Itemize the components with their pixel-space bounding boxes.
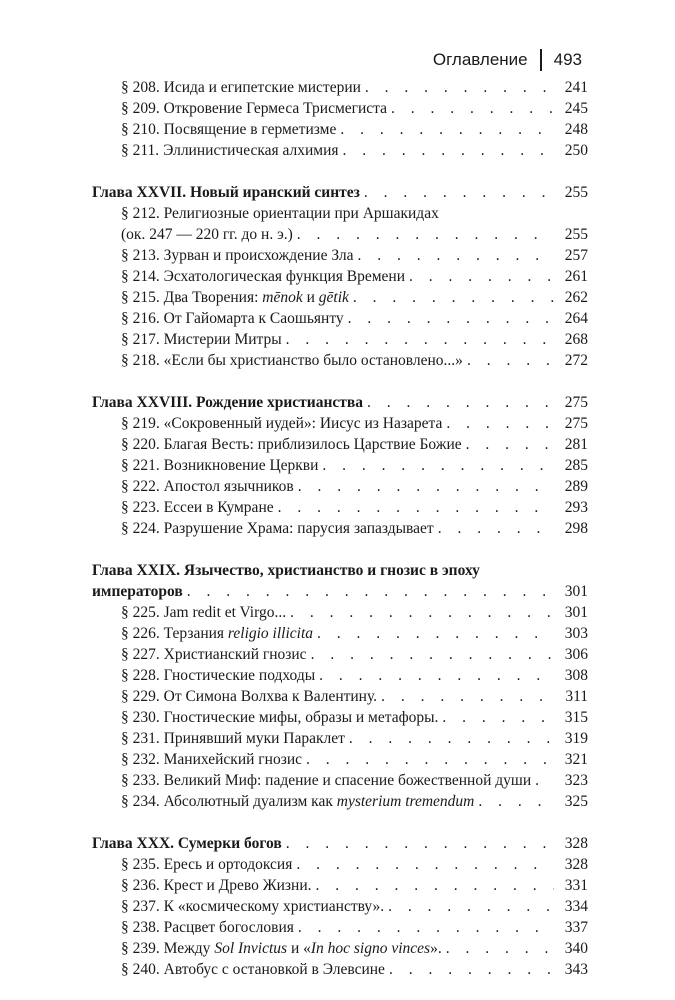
section-title [121, 623, 317, 644]
entry-text: Абсолютный дуализм как [163, 793, 337, 810]
section-title [121, 476, 298, 497]
chapter-title [92, 182, 364, 203]
section-title [121, 602, 290, 623]
section-entry [92, 749, 588, 770]
section-entry [92, 245, 588, 266]
section-entry [92, 518, 588, 539]
entry-text: Посвящение в герметизме [163, 121, 337, 138]
section-number: § 224. [121, 520, 160, 537]
dot-leader [298, 476, 554, 497]
section-title [121, 140, 343, 161]
section-number: § 216. [121, 310, 160, 327]
section-entry [92, 140, 588, 161]
page-number: 319 [564, 730, 588, 747]
section-entry [92, 224, 588, 245]
page-number: 334 [564, 898, 588, 915]
chapter-entry [92, 581, 588, 602]
chapter-entry [92, 833, 588, 854]
entry-text: Великий Миф: падение и спасение божественной души [163, 772, 532, 789]
section-entry [92, 728, 588, 749]
section-title [121, 728, 349, 749]
section-entry [92, 938, 588, 959]
page-number: 315 [564, 709, 588, 726]
entry-text: Исида и египетские мистерии [163, 79, 361, 96]
section-entry [92, 98, 588, 119]
page-number: 275 [564, 394, 588, 411]
section-number: § 217. [121, 331, 160, 348]
page-number: 255 [564, 226, 588, 243]
page-number: 281 [564, 436, 588, 453]
page-number: 261 [564, 268, 588, 285]
dot-leader [290, 602, 554, 623]
section-number: § 215. [121, 289, 160, 306]
section-number: § 211. [121, 142, 160, 159]
chapter-title [92, 581, 187, 602]
dot-leader [306, 749, 554, 770]
dot-leader [367, 392, 554, 413]
section-number: § 231. [121, 730, 160, 747]
entry-text: (ок. 247 — 220 гг. до н. э.) [121, 226, 293, 243]
dot-leader [364, 182, 554, 203]
chapter-entry [92, 392, 588, 413]
page-number: 241 [564, 79, 588, 96]
dot-leader [353, 287, 554, 308]
dot-leader [317, 623, 554, 644]
chapter-title [92, 560, 484, 581]
entry-text: Мистерии Митры [163, 331, 282, 348]
section-title [121, 959, 389, 980]
section-title [121, 665, 319, 686]
header-separator [540, 49, 542, 71]
page-number: 343 [564, 961, 588, 978]
section-number: § 230. [121, 709, 160, 726]
section-number: § 239. [121, 940, 160, 957]
entry-text: Терзания [163, 625, 228, 642]
section-number: § 240. [121, 961, 160, 978]
section-title [121, 329, 286, 350]
dot-leader [296, 854, 554, 875]
section-entry [92, 497, 588, 518]
dot-leader [409, 266, 554, 287]
entry-text: Принявший муки Параклет [163, 730, 345, 747]
section-entry [92, 644, 588, 665]
section-number: § 222. [121, 478, 160, 495]
entry-text: и « [287, 940, 311, 957]
entry-text: императоров [92, 583, 183, 600]
entry-italic-text: gētik [318, 289, 349, 306]
section-number: § 228. [121, 667, 160, 684]
section-number: § 235. [121, 856, 160, 873]
dot-leader [343, 140, 554, 161]
dot-leader [340, 119, 554, 140]
section-title [121, 455, 322, 476]
section-entry [92, 329, 588, 350]
page-number: 275 [564, 415, 588, 432]
entry-text: и [302, 289, 319, 306]
section-entry [92, 854, 588, 875]
page-number: 245 [564, 100, 588, 117]
entry-text: ». [430, 940, 442, 957]
dot-leader [389, 959, 554, 980]
section-title [121, 350, 467, 371]
entry-text: Благая Весть: приблизилось Царствие Божие [163, 436, 462, 453]
page-number: 262 [564, 289, 588, 306]
section-title [121, 119, 340, 140]
dot-leader [467, 350, 554, 371]
section-number: § 210. [121, 121, 160, 138]
dot-leader [187, 581, 554, 602]
page-number: 293 [564, 499, 588, 516]
page-number: 328 [564, 835, 588, 852]
dot-leader [446, 938, 554, 959]
section-title [121, 266, 409, 287]
section-title [121, 245, 358, 266]
section-entry [92, 896, 588, 917]
entry-text: Гностические мифы, образы и метафоры. [163, 709, 439, 726]
section-number: § 214. [121, 268, 160, 285]
page-number: 337 [564, 919, 588, 936]
entry-text: Зурван и происхождение Зла [163, 247, 354, 264]
section-entry [92, 266, 588, 287]
section-entry [92, 308, 588, 329]
section-number: § 212. [121, 205, 160, 222]
section-title [121, 644, 311, 665]
section-title [121, 917, 298, 938]
chapter-title [92, 392, 367, 413]
dot-leader [391, 98, 554, 119]
entry-text: Глава XXX. Сумерки богов [92, 835, 282, 852]
section-number: § 225. [121, 604, 160, 621]
dot-leader [438, 518, 554, 539]
dot-leader [388, 896, 554, 917]
page-number: 311 [565, 688, 588, 705]
entry-text: Эсхатологическая функция Времени [163, 268, 406, 285]
entry-text: Автобус с остановкой в Элевсине [163, 961, 385, 978]
section-number: § 221. [121, 457, 160, 474]
section-title [121, 686, 381, 707]
section-entry [92, 917, 588, 938]
section-number: § 223. [121, 499, 160, 516]
entry-text: Эллинистическая алхимия [163, 142, 339, 159]
entry-text: К «космическому христианству». [163, 898, 385, 915]
dot-leader [535, 770, 554, 791]
page-number: 248 [564, 121, 588, 138]
dot-leader [348, 308, 554, 329]
section-title [121, 308, 348, 329]
dot-leader [297, 224, 554, 245]
section-title [121, 770, 535, 791]
entry-text: Крест и Древо Жизни. [163, 877, 312, 894]
dot-leader [278, 497, 554, 518]
section-entry [92, 623, 588, 644]
section-number: § 227. [121, 646, 160, 663]
section-number: § 236. [121, 877, 160, 894]
entry-text: Манихейский гнозис [163, 751, 302, 768]
section-gap [92, 812, 588, 833]
section-number: § 229. [121, 688, 160, 705]
entry-italic-text: mysterium tremendum [336, 793, 475, 810]
entry-italic-text: mēnok [262, 289, 303, 306]
entry-text: Возникновение Церкви [163, 457, 319, 474]
page-number: 323 [564, 772, 588, 789]
dot-leader [381, 686, 554, 707]
entry-text: Расцвет богословия [163, 919, 294, 936]
section-number: § 233. [121, 772, 160, 789]
page-number: 285 [564, 457, 588, 474]
entry-text: Глава XXVIII. Рождение христианства [92, 394, 364, 411]
entry-text: «Если бы христианство было остановлено...» [163, 352, 463, 369]
dot-leader [311, 644, 554, 665]
section-title [121, 518, 438, 539]
dot-leader [478, 791, 554, 812]
section-number: § 213. [121, 247, 160, 264]
entry-text: Ересь и ортодоксия [163, 856, 293, 873]
section-entry [92, 791, 588, 812]
chapter-entry [92, 182, 588, 203]
page-number: 325 [564, 793, 588, 810]
dot-leader [358, 245, 554, 266]
entry-text: Гностические подходы [163, 667, 316, 684]
dot-leader [466, 434, 554, 455]
section-entry [92, 686, 588, 707]
section-gap [92, 371, 588, 392]
section-title [121, 707, 442, 728]
section-title [121, 434, 466, 455]
section-entry [92, 413, 588, 434]
dot-leader [365, 77, 554, 98]
page-number: 268 [564, 331, 588, 348]
entry-italic-text: Sol Invictus [214, 940, 288, 957]
section-title [121, 875, 316, 896]
section-title [121, 749, 306, 770]
section-number: § 226. [121, 625, 160, 642]
section-entry [92, 707, 588, 728]
section-number: § 237. [121, 898, 160, 915]
entry-text: Разрушение Храма: парусия запаздывает [163, 520, 434, 537]
chapter-title [92, 833, 286, 854]
entry-text: Ессеи в Кумране [163, 499, 274, 516]
section-title [121, 938, 446, 959]
section-entry [92, 770, 588, 791]
section-title [121, 497, 278, 518]
page-number: 298 [564, 520, 588, 537]
section-entry [92, 350, 588, 371]
entry-text: Глава XXIX. Язычество, христианство и гнозис в эпоху [92, 562, 480, 579]
page-number: 308 [564, 667, 588, 684]
section-title [121, 203, 443, 224]
section-entry [92, 77, 588, 98]
section-entry [92, 119, 588, 140]
running-header [433, 45, 582, 75]
section-gap [92, 161, 588, 182]
section-title [121, 854, 296, 875]
section-entry [92, 602, 588, 623]
section-entry [92, 665, 588, 686]
dot-leader [316, 875, 555, 896]
dot-leader [319, 665, 554, 686]
section-entry [92, 959, 588, 980]
page-number: 321 [564, 751, 588, 768]
section-number: § 220. [121, 436, 160, 453]
section-title [121, 98, 391, 119]
section-entry [92, 287, 588, 308]
entry-text: Между [163, 940, 215, 957]
entry-text: Jam redit et Virgo... [163, 604, 287, 621]
section-number: § 218. [121, 352, 160, 369]
section-title [121, 413, 446, 434]
section-entry [92, 434, 588, 455]
page-number: 303 [564, 625, 588, 642]
section-title [121, 77, 365, 98]
section-number: § 232. [121, 751, 160, 768]
entry-text: Религиозные ориентации при Аршакидах [163, 205, 439, 222]
entry-text: От Симона Волхва к Валентину. [163, 688, 378, 705]
dot-leader [298, 917, 554, 938]
page-number: 264 [564, 310, 588, 327]
table-of-contents [92, 77, 588, 980]
section-entry [92, 476, 588, 497]
header-title: Оглавление [432, 50, 528, 69]
entry-text: Христианский гнозис [163, 646, 307, 663]
entry-text: Глава XXVII. Новый иранский синтез [92, 184, 360, 201]
section-entry [92, 203, 588, 224]
entry-text: Откровение Гермеса Трисмегиста [163, 100, 388, 117]
section-title [121, 791, 478, 812]
entry-text: Апостол язычников [163, 478, 294, 495]
dot-leader [286, 833, 554, 854]
page-number: 257 [564, 247, 588, 264]
page-number: 306 [564, 646, 588, 663]
dot-leader [322, 455, 554, 476]
dot-leader [442, 707, 554, 728]
page-number: 331 [564, 877, 588, 894]
page-number: 250 [564, 142, 588, 159]
page-number: 340 [564, 940, 588, 957]
section-title [121, 224, 297, 245]
entry-italic-text: religio illicita [227, 625, 314, 642]
section-number: § 208. [121, 79, 160, 96]
page-number: 289 [564, 478, 588, 495]
section-entry [92, 875, 588, 896]
dot-leader [286, 329, 554, 350]
entry-italic-text: In hoc signo vinces [310, 940, 431, 957]
section-title [121, 896, 388, 917]
page-number: 328 [564, 856, 588, 873]
section-gap [92, 539, 588, 560]
section-number: § 209. [121, 100, 160, 117]
entry-text: «Сокровенный иудей»: Иисус из Назарета [163, 415, 443, 432]
chapter-entry [92, 560, 588, 581]
section-number: § 238. [121, 919, 160, 936]
page-number: 255 [564, 184, 588, 201]
page-number: 272 [564, 352, 588, 369]
section-number: § 219. [121, 415, 160, 432]
section-number: § 234. [121, 793, 160, 810]
dot-leader [446, 413, 554, 434]
page-number: 301 [564, 583, 588, 600]
section-entry [92, 455, 588, 476]
entry-text: Два Творения: [163, 289, 263, 306]
page-number: 301 [564, 604, 588, 621]
section-title [121, 287, 353, 308]
entry-text: От Гайомарта к Саошьянту [163, 310, 344, 327]
header-page-number: 493 [553, 50, 582, 69]
dot-leader [349, 728, 554, 749]
